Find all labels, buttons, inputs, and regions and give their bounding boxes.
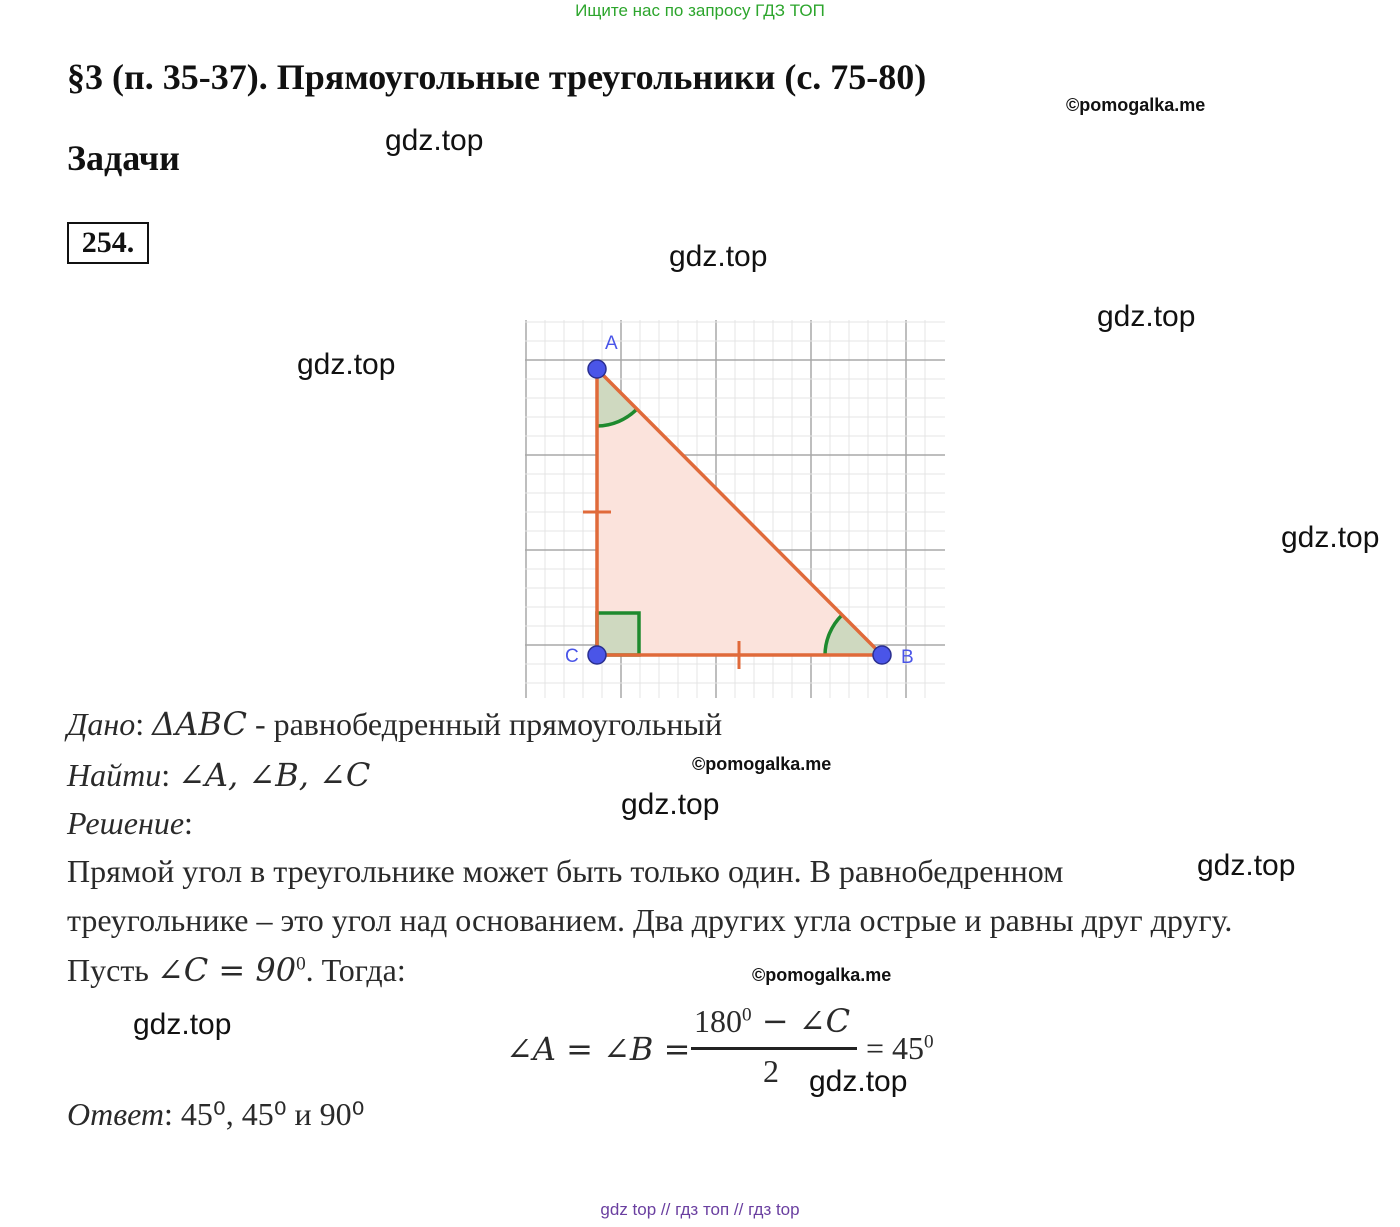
- paragraph-line-3-expr: ∠C = 90: [156, 951, 297, 989]
- solution-label: Решение: [67, 805, 185, 841]
- formula-rhs-value: = 45: [866, 1030, 925, 1066]
- answer-sep: :: [164, 1096, 181, 1132]
- top-banner: Ищите нас по запросу ГДЗ ТОП: [575, 1, 825, 20]
- fraction-bar: [691, 1047, 857, 1050]
- label-b: B: [901, 647, 914, 668]
- paragraph-line-3: [67, 951, 406, 989]
- given-label: Дано: [67, 706, 136, 742]
- label-c: C: [565, 646, 579, 667]
- point-a: [588, 360, 606, 378]
- solution-line: [67, 805, 193, 842]
- find-line: [67, 756, 370, 794]
- formula-num-rest: − ∠C: [751, 1002, 851, 1040]
- paragraph-line-2: треугольнике – это угол над основанием. Два других угла острые и равны друг другу.: [67, 902, 1233, 938]
- watermark: gdz.top: [621, 788, 720, 821]
- formula-num-sup: 0: [742, 1004, 752, 1026]
- triangle-figure: [525, 320, 945, 698]
- section-subtitle: Задачи: [67, 138, 180, 178]
- answer-label: Ответ: [67, 1096, 164, 1132]
- watermark: gdz.top: [297, 348, 396, 381]
- formula-rhs: [866, 1030, 934, 1067]
- paragraph-line-1: Прямой угол в треугольнике может быть только один. В равнобедренном: [67, 853, 1064, 889]
- watermark: gdz.top: [133, 1008, 232, 1041]
- watermark: gdz.top: [385, 124, 484, 157]
- watermark: gdz.top: [1281, 521, 1380, 554]
- answer-text: 45⁰, 45⁰ и 90⁰: [180, 1096, 365, 1132]
- find-label: Найти: [67, 757, 162, 793]
- problem-number: 254.: [67, 222, 149, 264]
- given-sep: :: [135, 706, 153, 742]
- point-c: [588, 646, 606, 664]
- given-line: [67, 705, 722, 743]
- copyright-mark: ©pomogalka.me: [692, 754, 832, 774]
- paragraph-line-3-suffix: . Тогда:: [305, 952, 406, 988]
- watermark: gdz.top: [1097, 300, 1196, 333]
- watermark: gdz.top: [669, 240, 768, 273]
- formula-numerator: [694, 1002, 850, 1040]
- answer-line: [67, 1095, 365, 1133]
- page-title: §3 (п. 35-37). Прямоугольные треугольники (с. 75-80): [67, 57, 927, 97]
- given-text: - равнобедренный прямоугольный: [246, 706, 723, 742]
- copyright-mark: ©pomogalka.me: [752, 965, 892, 985]
- given-symbol: ΔABC: [152, 705, 247, 743]
- formula-num-value: 180: [694, 1003, 742, 1039]
- formula-denominator: 2: [763, 1053, 779, 1089]
- find-sep: :: [161, 757, 179, 793]
- paragraph-line-3-prefix: Пусть: [67, 952, 157, 988]
- watermark: gdz.top: [1197, 849, 1296, 882]
- copyright-mark: ©pomogalka.me: [1066, 95, 1206, 115]
- label-a: A: [605, 333, 618, 354]
- formula-rhs-sup: 0: [924, 1031, 934, 1053]
- formula-lhs: ∠A = ∠B =: [506, 1030, 691, 1068]
- footer-links: gdz top // гдз топ // гдз top: [600, 1200, 800, 1219]
- watermark: gdz.top: [809, 1065, 908, 1098]
- degree-sup: 0: [296, 953, 306, 975]
- point-b: [873, 646, 891, 664]
- find-expr: ∠A, ∠B, ∠C: [178, 756, 371, 794]
- solution-sep: :: [184, 805, 193, 841]
